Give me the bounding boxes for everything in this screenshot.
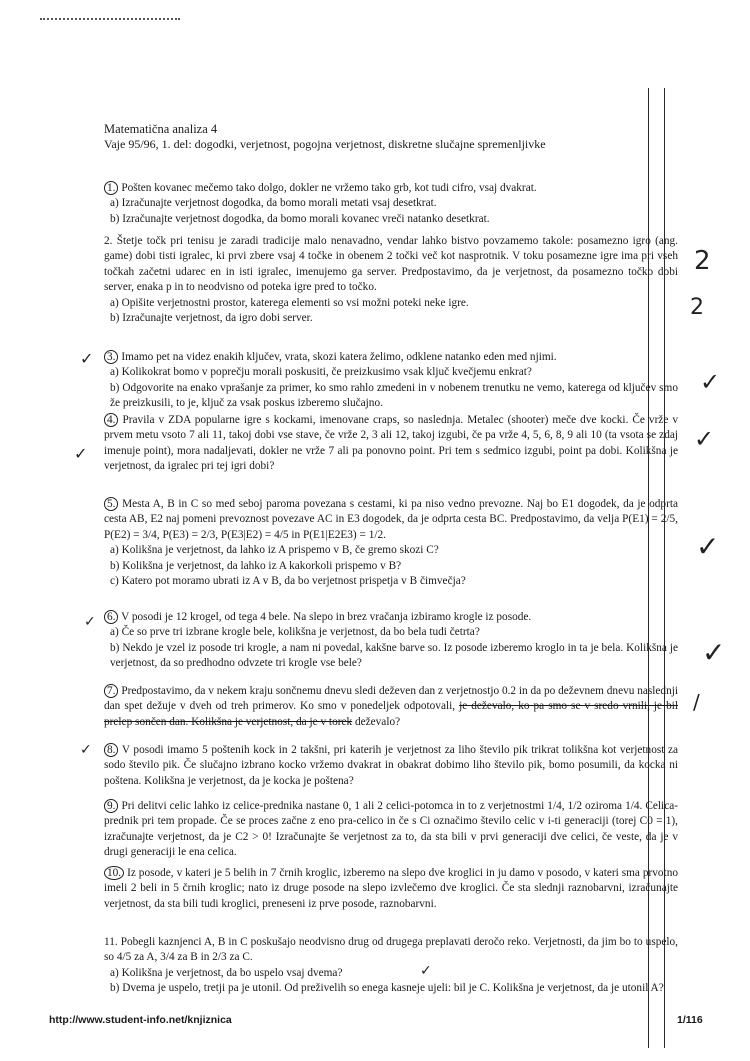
handwritten-check-mark: ✓ xyxy=(696,530,720,563)
task-6 xyxy=(104,610,678,672)
handwritten-check-mark: ✓ xyxy=(420,963,432,979)
task-text: 2. Štetje točk pri tenisu je zaradi tradicije malo nenavadno, vendar lahko bistvo povzamemo takole: posamezno igro (ang. game) dobi tisti igralec, ki prvi zbere vsaj 4 točke in obenem 2 točki več kot nasprotnik. V toku posamezne igre ima pri vseh točkah začetni udarec en in isti igralec, imenujemo ga server. Predpostavimo, da je verjetnost, da posamezno točko dobi server, enaka p in to neodvisno od poteka igre pred to točko. xyxy=(104,235,678,294)
task-11 xyxy=(104,935,678,997)
task-number: 9. xyxy=(104,799,118,813)
task-part-a: a) Kolikšna je verjetnost, da bo uspelo vsaj dvema? xyxy=(110,966,343,979)
task-5 xyxy=(104,497,678,589)
task-text: Pobegli kaznjenci A, B in C poskušajo neodvisno drug od drugega preplavati deročo reko. Verjetnosti, da jim bo to uspelo, so 4/5 za A, 3/4 za B in 2/3 za C. xyxy=(104,936,679,964)
handwritten-grade-mark: 2 xyxy=(690,295,704,320)
task-number: 8. xyxy=(104,743,118,757)
task-text: Imamo pet na videz enakih ključev, vrata, skozi katera želimo, odklene natanko eden med njimi. xyxy=(121,351,557,363)
task-4 xyxy=(104,413,678,475)
task-text: Predpostavimo, da v nekem kraju sončnemu dnevu sledi deževen dan z verjetnostjo 0.2 in da po deževnem dnevu naslednji dan spet dežuje v dveh od treh primerov. Ko smo v ponedeljek odpotovali, xyxy=(104,685,678,713)
task-number: 5. xyxy=(104,497,118,511)
task-text: Iz posode, v kateri je 5 belih in 7 črnih kroglic, izberemo na slepo dve kroglici in ju damo v posodo, v kateri sma prvotno imeli 2 beli in 5 črnih kroglic; nato iz druge posode na slepo izvlečemo dve kroglici. Če sta slednji raznobarvni, izračunajte verjetnost, da sta bili tudi kroglici, preneseni iz prve posode, raznobarvni. xyxy=(104,867,678,910)
task-part-a: a) Kolikokrat bomo v poprečju morali poskusiti, če preizkusimo vsak ključ kvečjemu enkrat? xyxy=(110,366,532,379)
task-number: 4. xyxy=(104,413,118,427)
task-text: Mesta A, B in C so med seboj paroma povezana s cestami, ki pa niso vedno prevozne. Naj bo E1 dogodek, da je odprta cesta AB, E2 naj pomeni prevoznost povezave AC in E3 dogodek, da je odprta cesta BC. Predpostavimo, da velja P(E1) = 2/5, P(E2) = 3/4, P(E3) = 2/3, P(E3|E2) = 4/5 in P(E1|E2E3) = 1/2. xyxy=(104,498,678,541)
task-part-b: b) Odgovorite na enako vprašanje za primer, ko smo rahlo zmedeni in v nobenem trenutku ne vemo, katerega od ključev smo že preizkusili, to je, ključ za vsak poskus izberemo slučajno. xyxy=(110,381,678,410)
task-number: 7. xyxy=(104,684,118,698)
document-header xyxy=(104,122,644,152)
task-2 xyxy=(104,234,678,326)
task-number: 11. xyxy=(104,936,118,948)
task-text: Pošten kovanec mečemo tako dolgo, dokler ne vržemo tako grb, kot tudi cifro, vsaj dvakrat. xyxy=(121,182,537,194)
handwritten-check-mark: ✓ xyxy=(80,349,94,368)
task-text: V posodi je 12 krogel, od tega 4 bele. Na slepo in brez vračanja izbiramo krogle iz posode. xyxy=(121,611,532,623)
task-3 xyxy=(104,350,678,412)
task-part-a: a) Kolikšna je verjetnost, da lahko iz A prispemo v B, če gremo skozi C? xyxy=(110,544,439,557)
task-part-b: b) Izračunajte verjetnost dogodka, da bomo morali kovanec vreči natanko desetkrat. xyxy=(110,212,490,225)
handwritten-check-mark: ✓ xyxy=(80,742,92,758)
document-title: Matematična analiza 4 xyxy=(104,122,218,136)
handwritten-check-mark: ✓ xyxy=(74,444,88,463)
handwritten-check-mark: ✓ xyxy=(694,425,715,453)
task-part-b: b) Nekdo je vzel iz posode tri krogle, a nam ni povedal, kakšne barve so. Iz posode izberemo kroglo in ta je bela. Kolikšna je verjetnost, da so predhodno odvzete tri krogle vse bele? xyxy=(110,641,678,670)
task-number: 10. xyxy=(104,866,124,880)
handwritten-check-mark: ✓ xyxy=(702,636,726,669)
task-part-b: b) Kolikšna je verjetnost, da lahko iz A kakorkoli prispemo v B? xyxy=(110,559,402,572)
footer-source-link[interactable]: http://www.student-info.net/knjiznica xyxy=(49,1014,232,1026)
task-part-b: b) Dvema je uspelo, tretji pa je utonil. Od preživelih so enega kasneje ujeli: bil je C. Kolikšna je verjetnost, da je utonil A? xyxy=(110,982,664,995)
task-part-a: a) Izračunajte verjetnost dogodka, da bomo morali metati vsaj desetkrat. xyxy=(110,197,437,210)
task-part-a: a) Če so prve tri izbrane krogle bele, kolikšna je verjetnost, da bo bela tudi četrta? xyxy=(110,626,480,639)
task-10 xyxy=(104,866,678,912)
task-number: 1. xyxy=(104,181,118,195)
task-text: Pravila v ZDA popularne igre s kockami, imenovane craps, so naslednja. Metalec (shooter) meče dve kocki. Če vrže v prvem metu vsoto 7 ali 11, takoj dobi vse stave, če vrže 2, 3 ali 12, takoj izgubi, če pa vrže 4, 5, 6, 8, 9 ali 10 (ta vsota se zdaj imenuje point), mora nadaljevati, dokler ne vrže 7 ali pa ponovno point. Pri tem s sedmico izgubi, point pa dobi. Kolikšna je verjetnost, da igralec pri tej igri dobi? xyxy=(104,414,678,473)
task-text: Pri delitvi celic lahko iz celice-prednika nastane 0, 1 ali 2 celici-potomca in to z verjetnostmi 1/4, 1/2 oziroma 1/4. Celica-prednik pri tem propade. Če se proces začne z eno pra-celico in če s Ci označimo število celic v i-ti generaciji (torej C0 = 1), izračunajte verjetnost, da je C2 > 0! Izračunajte še verjetnost za to, da sta bili v prvi generaciji dve celici, če veste, da je v drugi generaciji le ena celica. xyxy=(104,800,678,859)
task-8 xyxy=(104,743,678,789)
task-text-end: deževalo? xyxy=(354,715,401,728)
handwritten-check-mark: ✓ xyxy=(700,368,721,396)
task-struck-text: je deževalo, ko pa smo se v sredo vrnili, je bil prelep sončen dan. Kolikšna je verjetnost, da je v torek xyxy=(104,700,679,728)
task-part-a: a) Opišite verjetnostni prostor, katerega elementi so vsi možni poteki neke igre. xyxy=(110,296,469,309)
task-1 xyxy=(104,181,678,227)
document-subtitle: Vaje 95/96, 1. del: dogodki, verjetnost, pogojna verjetnost, diskretne slučajne spremenljivke xyxy=(104,137,546,151)
task-part-c: c) Katero pot moramo ubrati iz A v B, da bo verjetnost prispetja v B čimvečja? xyxy=(110,575,466,588)
task-text: V posodi imamo 5 poštenih kock in 2 takšni, pri katerih je verjetnost za liho število pik trikrat tolikšna kot verjetnost za sodo število pik. Če slučajno izbrano kocko vržemo dvakrat in obakrat dobimo liho število pik, bomo posumili, da kocka ni poštena. Kolikšna je verjetnost, da je kocka je poštena? xyxy=(104,744,678,787)
handwritten-slash-mark: / xyxy=(693,690,700,714)
handwritten-check-mark: ✓ xyxy=(84,614,96,630)
task-part-b: b) Izračunajte verjetnost, da igro dobi server. xyxy=(110,312,313,325)
scan-noise xyxy=(40,18,180,24)
task-7 xyxy=(104,684,678,730)
task-number: 3. xyxy=(104,350,118,364)
task-9 xyxy=(104,799,678,861)
page-number: 1/116 xyxy=(677,1014,703,1026)
task-number: 6. xyxy=(104,610,118,624)
handwritten-grade-mark: 2 xyxy=(694,246,711,276)
